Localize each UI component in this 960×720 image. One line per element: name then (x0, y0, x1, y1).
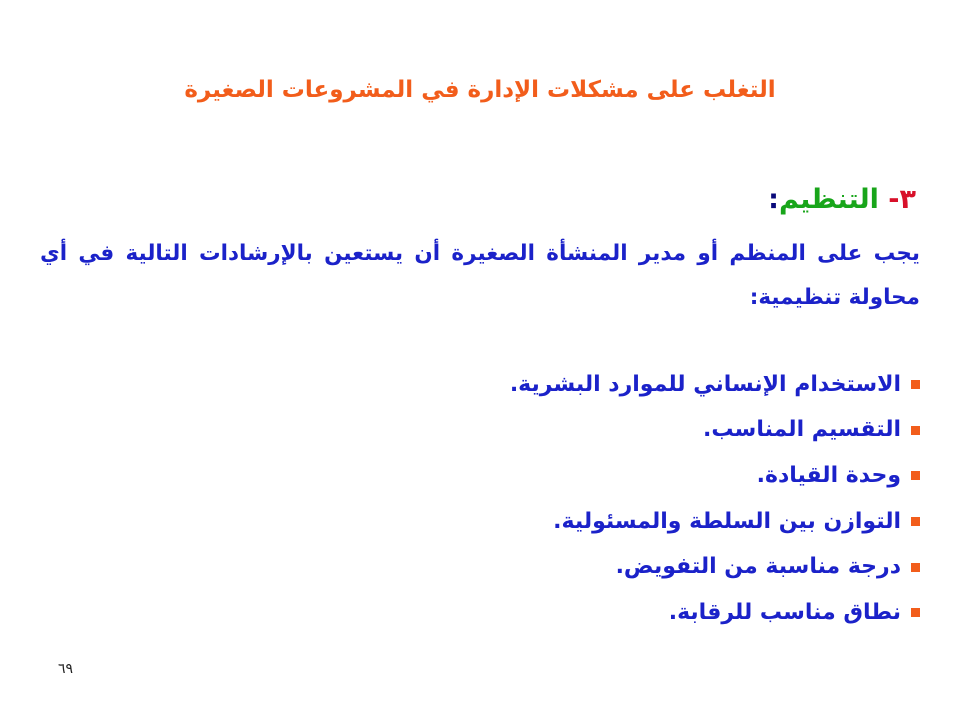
list-item-text: نطاق مناسب للرقابة. (668, 599, 901, 625)
section-colon: : (768, 184, 779, 215)
list-item (510, 453, 920, 499)
section-label: التنظيم (778, 184, 879, 215)
section-heading (768, 180, 916, 220)
list-item-text: درجة مناسبة من التفويض. (615, 554, 901, 580)
list-item (510, 408, 920, 454)
list-item-text: وحدة القيادة. (756, 462, 901, 488)
square-bullet-icon (911, 471, 920, 480)
list-item (510, 362, 920, 408)
intro-paragraph: يجب على المنظم أو مدير المنشأة الصغيرة أن يستعين بالإرشادات التالية في أي محاولة تنظيمية: (40, 241, 920, 310)
square-bullet-icon (911, 608, 920, 617)
list-item (510, 499, 920, 545)
list-item (510, 590, 920, 636)
list-item (510, 544, 920, 590)
list-item-text: التقسيم المناسب. (703, 417, 901, 443)
square-bullet-icon (911, 380, 920, 389)
page-number: ٦٩ (58, 661, 74, 677)
square-bullet-icon (911, 426, 920, 435)
section-number: ٣- (888, 184, 916, 215)
guidelines-list (510, 362, 920, 636)
list-item-text: التوازن بين السلطة والمسئولية. (553, 508, 901, 534)
slide-title: التغلب على مشكلات الإدارة في المشروعات الصغيرة (184, 77, 776, 103)
list-item-text: الاستخدام الإنساني للموارد البشرية. (509, 371, 901, 397)
square-bullet-icon (911, 563, 920, 572)
square-bullet-icon (911, 517, 920, 526)
